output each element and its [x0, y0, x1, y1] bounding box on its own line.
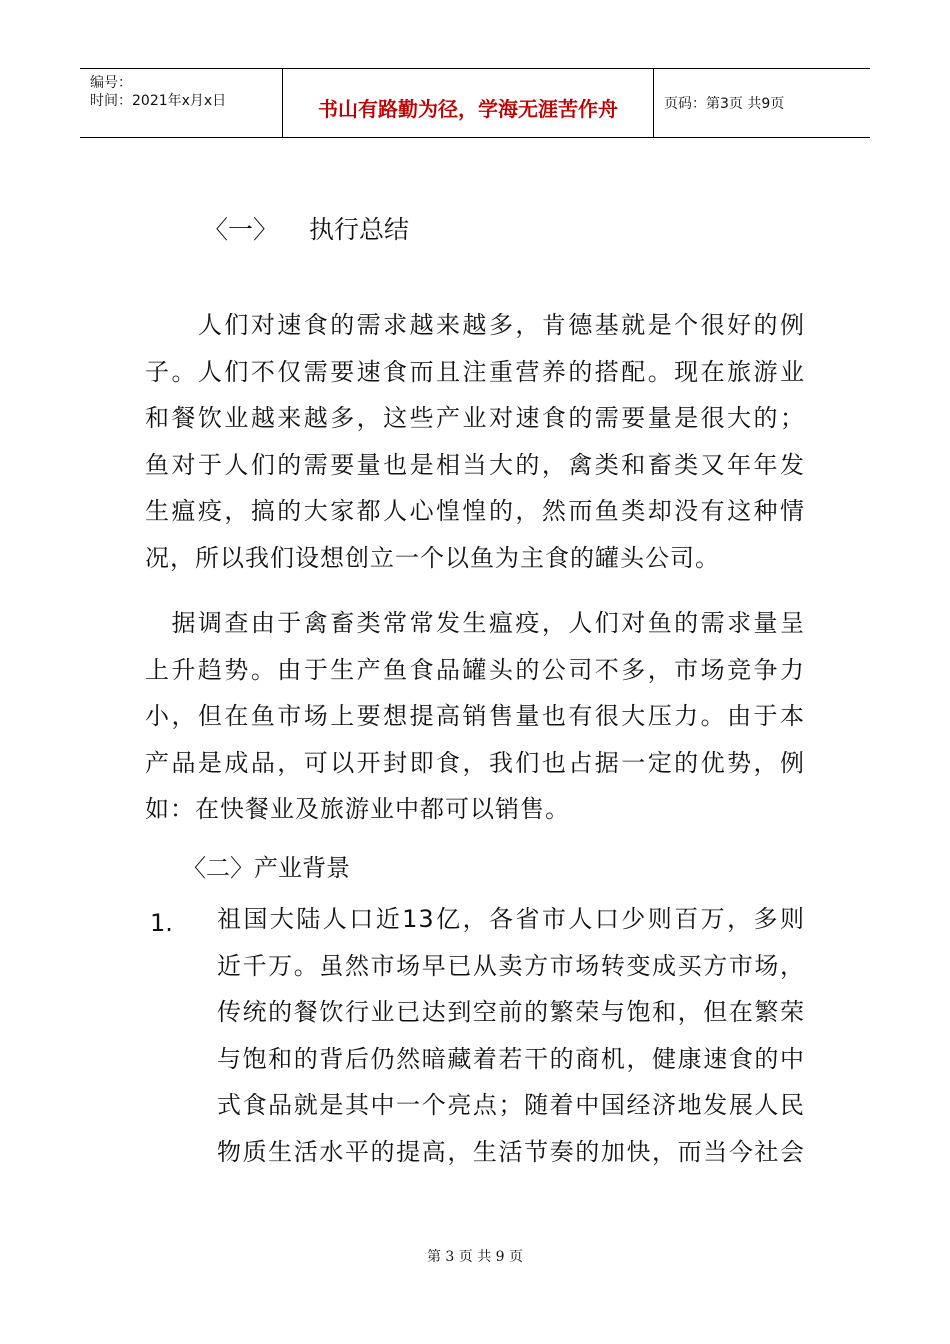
paragraph-line: 子。人们不仅需要速食而且注重营养的搭配。现在旅游业 [145, 357, 805, 386]
section1-heading-title: 执行总结 [309, 215, 410, 244]
list-item-line: 物质生活水平的提高，生活节奏的加快，而当今社会 [217, 1137, 805, 1166]
paragraph-line: 上升趋势。由于生产鱼食品罐头的公司不多，市场竞争力 [145, 655, 805, 684]
list-item-line: 近千万。虽然市场早已从卖方市场转变成买方市场， [217, 951, 805, 980]
header-info-cell [80, 69, 283, 137]
page-header [80, 68, 870, 138]
list-item-line: 祖国大陆人口近13亿，各省市人口少则百万，多则 [217, 905, 805, 933]
paragraph-line: 生瘟疫，搞的大家都人心惶惶的，然而鱼类却没有这种情 [145, 497, 805, 525]
list-item-1 [217, 896, 805, 1175]
paragraph-1 [145, 302, 805, 581]
paragraph-line: 况，所以我们设想创立一个以鱼为主食的罐头公司。 [145, 543, 720, 572]
paragraph-line: 据调查由于禽畜类常常发生瘟疫，人们对鱼的需求量呈 [145, 609, 805, 637]
list-item-line: 与饱和的背后仍然暗藏着若干的商机，健康速食的中 [217, 1044, 805, 1073]
list-item-line: 传统的餐饮行业已达到空前的繁荣与饱和，但在繁荣 [217, 998, 805, 1026]
section2-heading: 〈二〉产业背景 [182, 854, 350, 882]
section1-heading-number: 〈一〉 [203, 215, 279, 244]
header-motto-cell [283, 69, 654, 137]
paragraph-line: 人们对速食的需求越来越多，肯德基就是个很好的例 [145, 311, 805, 339]
page-code: 页码：第3页 共9页 [664, 96, 785, 112]
paragraph-line: 产品是成品，可以开封即食，我们也占据一定的优势，例 [145, 748, 805, 777]
list-item-line: 式食品就是其中一个亮点；随着中国经济地发展人民 [217, 1091, 805, 1119]
paragraph-line: 鱼对于人们的需要量也是相当大的，禽类和畜类又年年发 [145, 450, 805, 479]
date-label: 时间：2021年x月x日 [90, 93, 227, 109]
paragraph-line: 和餐饮业越来越多，这些产业对速食的需要量是很大的； [145, 404, 805, 432]
motto-text: 书山有路勤为径，学海无涯苦作舟 [318, 97, 618, 121]
paragraph-line: 小，但在鱼市场上要想提高销售量也有很大压力。由于本 [145, 702, 805, 730]
page-footer: 第 3 页 共 9 页 [426, 1249, 524, 1265]
paragraph-line: 如：在快餐业及旅游业中都可以销售。 [145, 795, 570, 823]
list-item-number: 1. [150, 909, 173, 937]
paragraph-2 [145, 600, 805, 833]
number-label: 编号： [90, 75, 132, 91]
header-page-cell [654, 69, 870, 137]
